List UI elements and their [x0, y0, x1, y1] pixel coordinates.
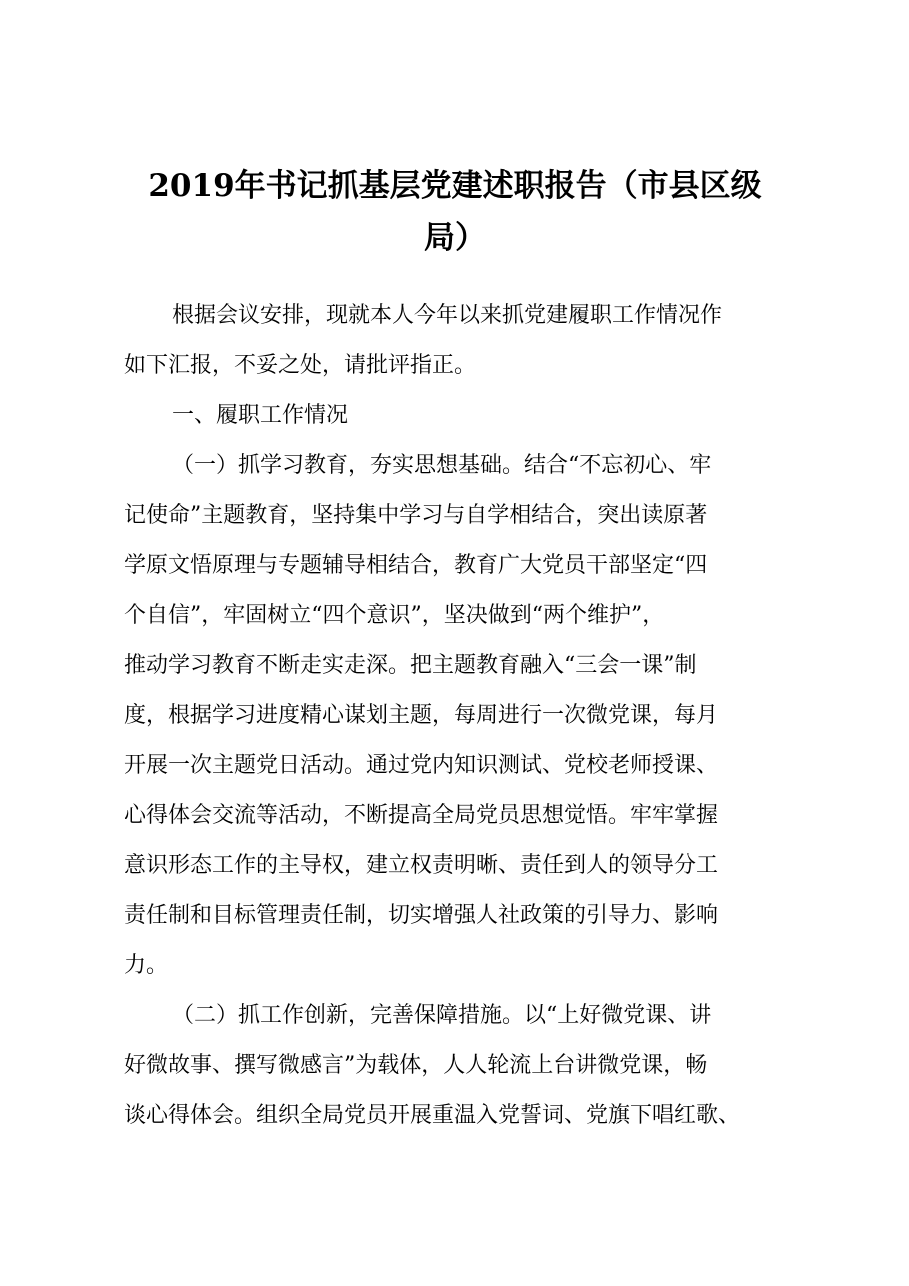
paragraph-line: 意识形态工作的主导权，建立权责明晰、责任到人的领导分工 — [124, 853, 719, 878]
paragraph-line: （一）抓学习教育，夯实思想基础。结合“不忘初心、牢 — [172, 453, 712, 478]
paragraph-line: 心得体会交流等活动，不断提高全局党员思想觉悟。牢牢掌握 — [124, 803, 719, 828]
paragraph-line: （二）抓工作创新，完善保障措施。以“上好微党课、讲 — [172, 1003, 712, 1028]
title-line: 2019年书记抓基层党建述职报告（市县区级 — [148, 168, 762, 204]
paragraph-line: 力。 — [124, 953, 169, 978]
paragraph-line: 记使命”主题教育，坚持集中学习与自学相结合，突出读原著 — [124, 503, 708, 528]
paragraph-line: 根据会议安排，现就本人今年以来抓党建履职工作情况作 — [172, 303, 723, 328]
paragraph-line: 度，根据学习进度精心谋划主题，每周进行一次微党课，每月 — [124, 703, 719, 728]
paragraph-line: 推动学习教育不断走实走深。把主题教育融入“三会一课”制 — [124, 653, 697, 678]
paragraph-line: 开展一次主题党日活动。通过党内知识测试、党校老师授课、 — [124, 753, 719, 778]
paragraph-line: 个自信”，牢固树立“四个意识”，坚决做到“两个维护”， — [124, 603, 665, 628]
paragraph-line: 好微故事、撰写微感言”为载体，人人轮流上台讲微党课，畅 — [124, 1053, 708, 1078]
document-title — [120, 160, 790, 264]
paragraph-line: 谈心得体会。组织全局党员开展重温入党誓词、党旗下唱红歌、 — [124, 1103, 741, 1128]
section-heading: 一、履职工作情况 — [172, 403, 349, 428]
paragraph-line: 学原文悟原理与专题辅导相结合，教育广大党员干部坚定“四 — [124, 553, 708, 578]
paragraph-line: 如下汇报，不妥之处，请批评指正。 — [124, 353, 477, 378]
title-line: 局） — [424, 220, 486, 256]
paragraph-line: 责任制和目标管理责任制，切实增强人社政策的引导力、影响 — [124, 903, 719, 928]
